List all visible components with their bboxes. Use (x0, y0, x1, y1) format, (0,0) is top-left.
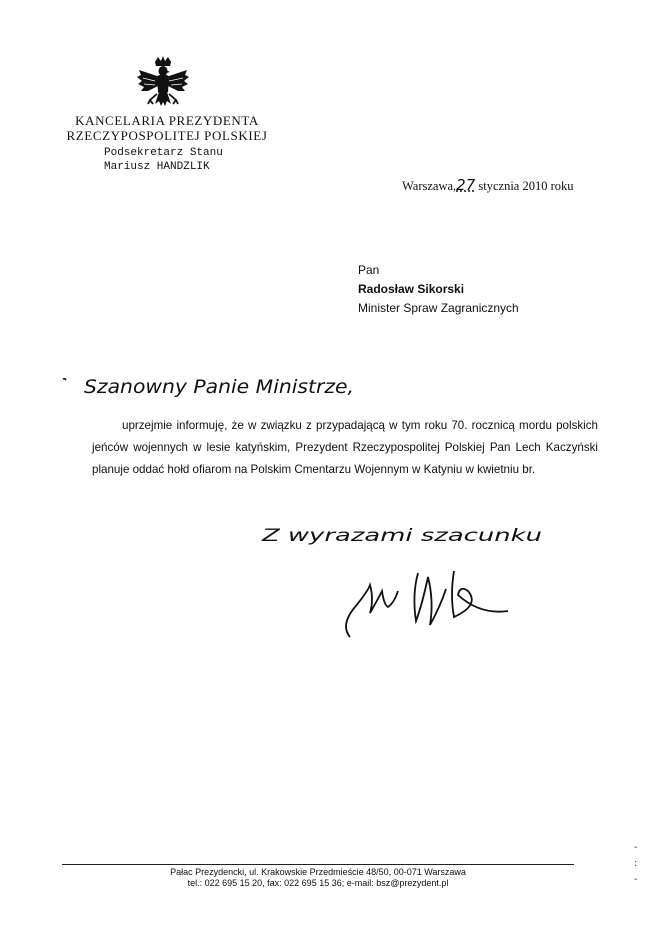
footer-address: Pałac Prezydencki, ul. Krakowskie Przedmieście 48/50, 00-071 Warszawa (170, 867, 466, 877)
footer (62, 867, 574, 889)
letter-body (92, 415, 598, 481)
chancellery-line2: RZECZYPOSPOLITEJ POLSKIEJ (66, 128, 268, 143)
date-line (402, 176, 574, 194)
date-rest: stycznia 2010 roku (475, 179, 574, 193)
date-place: Warszawa, (402, 179, 457, 193)
recipient-block (358, 261, 519, 318)
handwritten-salutation (60, 369, 370, 405)
official-title: Podsekretarz Stanu (104, 147, 223, 159)
footer-contact: tel.: 022 695 15 20, fax: 022 695 15 36; e-mail: bsz@prezydent.pl (187, 878, 449, 888)
recipient-salutation-word: Pan (358, 263, 380, 277)
handwritten-closing (258, 515, 548, 555)
handwritten-signature (330, 555, 520, 645)
recipient-position: Minister Spraw Zagranicznych (358, 301, 519, 315)
letter-body-paragraph: uprzejmie informuję, że w związku z przypadającą w tym roku 70. rocznicą mordu polskich jeńców wojennych w lesie katyńskim, Prezydent Rzeczypospolitej Polskiej Pan Lech Kaczyński planuje oddać hołd ofiarom na Polskim Cmentarzu Wojennym w Katyniu w kwietniu br. (92, 419, 598, 476)
scan-edge-marks: - : - (634, 842, 638, 885)
footer-divider (62, 864, 574, 865)
polish-eagle-emblem-icon (135, 56, 191, 114)
chancellery-line1: KANCELARIA PREZYDENTA (75, 113, 259, 128)
official-block (104, 146, 223, 174)
recipient-name: Radosław Sikorski (358, 282, 465, 296)
chancellery-name (62, 113, 272, 143)
date-day-handwritten: 27 (456, 176, 476, 194)
official-name: Mariusz HANDZLIK (104, 161, 210, 173)
handwritten-closing-text: Z wyrazami szacunku (260, 526, 543, 546)
handwritten-salutation-text: Szanowny Panie Ministrze, (84, 376, 354, 398)
